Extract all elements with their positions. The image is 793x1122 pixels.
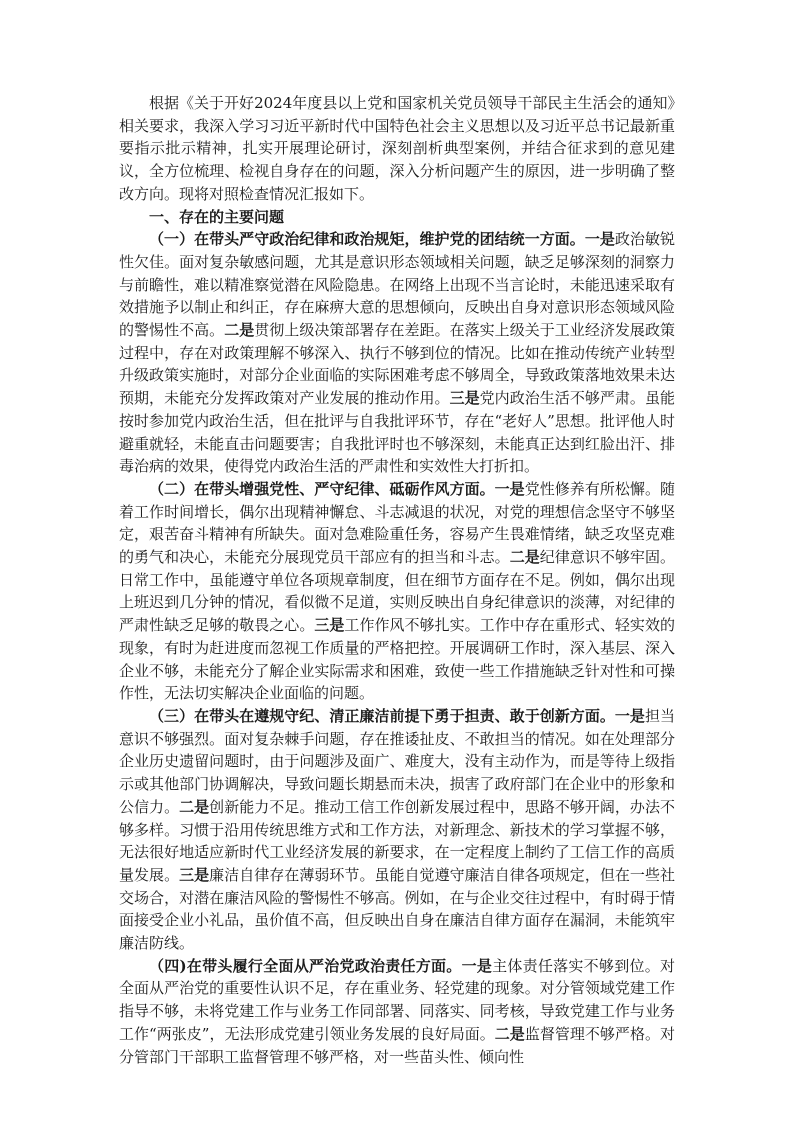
subheading-responsibility-innovation: （三）在带头在遵规守纪、清正廉洁前提下勇于担责、敢于创新方面。 [149, 706, 615, 725]
paragraph-party-spirit [119, 478, 675, 705]
point-text: 党性修养有所松懈。随着工作时间增长，偶尔出现精神懈怠、斗志减退的状况，对党的理想信念坚守不够坚定，艰苦奋斗精神有所缺失。面对急难险重任务，容易产生畏难情绪，缺乏攻坚克难的勇气和决心，未能充分展现党员干部应有的担当和斗志。 [119, 479, 675, 567]
point-marker: 二是 [179, 797, 210, 816]
point-marker: 一是 [584, 230, 615, 249]
subheading-party-governance: （四)在带头履行全面从严治党政治责任方面。 [149, 956, 462, 975]
point-text: 创新能力不足。推动工信工作创新发展过程中，思路不够开阔，办法不够多样。习惯于沿用传统思维方式和工作方法，对新理念、新技术的学习掌握不够，无法很好地适应新时代工业经济发展的新要求，在一定程度上制约了工信工作的高质量发展。 [119, 797, 675, 884]
paragraph-party-governance [119, 955, 675, 1069]
point-text: 廉洁自律存在薄弱环节。虽能自觉遵守廉洁自律各项规定，但在一些社交场合，对潜在廉洁风险的警惕性不够高。例如，在与企业交往过程中，有时碍于情面接受企业小礼品，虽价值不高，但反映出自身在廉洁自律方面存在漏洞，未能筑牢廉洁防线。 [119, 865, 675, 953]
paragraph-political-discipline [119, 228, 675, 478]
point-text: 党内政治生活不够严肃。虽能按时参加党内政治生活，但在批评与自我批评环节，存在“老好人”思想。批评他人时避重就轻，未能直击问题要害；自我批评时也不够深刻，未能真正达到红脸出汗、排毒治病的效果，使得党内政治生活的严肃性和实效性大打折扣。 [119, 389, 675, 476]
point-text: 监督管理不够严格。对分管部门干部职工监督管理不够严格，对一些苗头性、倾向性 [119, 1024, 675, 1066]
point-text: 担当意识不够强烈。面对复杂棘手问题，存在推诿扯皮、不敢担当的情况。如在处理部分企业历史遗留问题时，由于问题涉及面广、难度大，没有主动作为，而是等待上级指示或其他部门协调解决，导致问题长期悬而未决，损害了政府部门在企业中的形象和公信力。 [119, 706, 675, 816]
point-marker: 三是 [179, 865, 210, 884]
point-marker: 一是 [494, 479, 525, 498]
point-marker: 二是 [224, 321, 255, 340]
point-text: 工作作风不够扎实。工作中存在重形式、轻实效的现象，有时为赶进度而忽视工作质量的严格把控。开展调研工作时，深入基层、深入企业不够，未能充分了解企业实际需求和困难，致使一些工作措施缺乏针对性和可操作性，无法切实解决企业面临的问题。 [119, 616, 675, 703]
point-marker: 三是 [449, 389, 480, 408]
subheading-party-spirit: （二）在带头增强党性、严守纪律、砥砺作风方面。 [149, 479, 495, 498]
point-marker: 一是 [461, 956, 493, 975]
point-marker: 三是 [314, 616, 345, 635]
point-text: 纪律意识不够牢固。日常工作中，虽能遵守单位各项规章制度，但在细节方面存在不足。例如，偶尔出现上班迟到几分钟的情况，看似微不足道，实则反映出自身纪律意识的淡薄，对纪律的严肃性缺乏足够的敬畏之心。 [119, 548, 675, 635]
point-marker: 二是 [509, 548, 540, 567]
point-text: 贯彻上级决策部署存在差距。在落实上级关于工业经济发展政策过程中，存在对政策理解不够深入、执行不够到位的情况。比如在推动传统产业转型升级政策实施时，对部分企业面临的实际困难考虑不够周全，导致政策落地效果未达预期，未能充分发挥政策对产业发展的推动作用。 [119, 321, 675, 408]
subheading-political-discipline: （一）在带头严守政治纪律和政治规矩，维护党的团结统一方面。 [149, 230, 585, 249]
point-text: 政治敏锐性欠佳。面对复杂敏感问题，尤其是意识形态领域相关问题，缺乏足够深刻的洞察力与前瞻性，难以精准察觉潜在风险隐患。在网络上出现不当言论时，未能迅速采取有效措施予以制止和纠正，存在麻痹大意的思想倾向，反映出自身对意识形态领域风险的警惕性不高。 [119, 230, 675, 340]
section-heading-main-problems: 一、存在的主要问题 [149, 207, 285, 226]
document-page [119, 92, 675, 1068]
point-marker: 一是 [614, 706, 645, 725]
point-text: 主体责任落实不够到位。对全面从严治党的重要性认识不足，存在重业务、轻党建的现象。对分管领域党建工作指导不够，未将党建工作与业务工作同部署、同落实、同考核，导致党建工作与业务工作“两张皮”，无法形成党建引领业务发展的良好局面。 [119, 956, 675, 1043]
intro-paragraph: 根据《关于开好2024年度县以上党和国家机关党员领导干部民主生活会的通知》相关要求，我深入学习习近平新时代中国特色社会主义思想以及习近平总书记最新重要指示批示精神，扎实开展理论研讨，深刻剖析典型案例，并结合征求到的意见建议，全方位梳理、检视自身存在的问题，深入分析问题产生的原因，进一步明确了整改方向。现将对照检查情况汇报如下。 [119, 94, 675, 203]
point-marker: 二是 [494, 1024, 525, 1043]
paragraph-responsibility-innovation [119, 705, 675, 955]
